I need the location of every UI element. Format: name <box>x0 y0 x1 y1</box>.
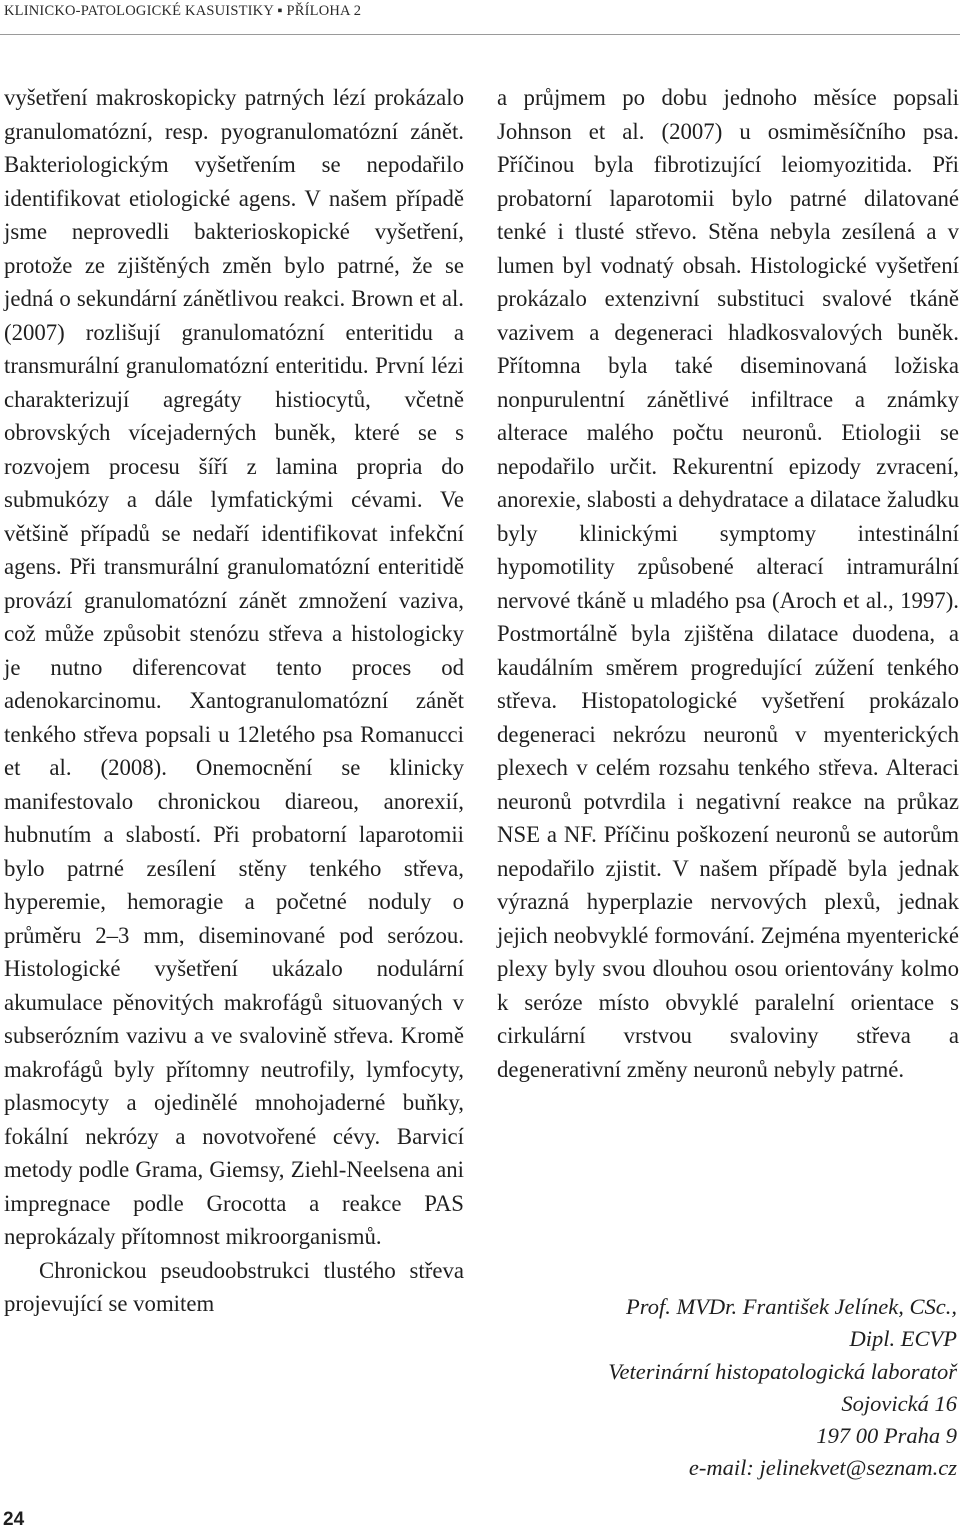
author-diploma: Dipl. ECVP <box>849 1326 957 1352</box>
author-signature-block <box>527 1291 957 1485</box>
running-header: KLINICKO-PATOLOGICKÉ KASUISTIKY ▪ PŘÍLOHA 2 <box>4 3 362 19</box>
author-name: Prof. MVDr. František Jelínek, CSc., <box>626 1294 957 1319</box>
left-paragraph-2: Chronickou pseudoobstrukci tlustého střeva projevující se vomitem <box>4 1257 464 1316</box>
left-column <box>4 81 464 1321</box>
left-paragraph-1: vyšetření makroskopicky patrných lézí prokázalo granulomatózní, resp. pyogranulomatózní zánět. Bakteriologickým vyšetřením se nepodařilo identifikovat etiologické agens. V našem případě jsme neprovedli bakterioskopické vyšetření, protože ze zjištěných změn bylo patrné, že se jedná o sekundární zánětlivou reakci. Brown et al. (2007) rozlišují granulomatózní enteritidu a transmurální granulomatózní enteritidu. První lézi charakterizují agregáty histiocytů, včetně obrovských vícejaderných buněk, které se s rozvojem procesu šíří z lamina propria do submukózy a dále lymfatickými cévami. Ve většině případů se nedaří identifikovat infekční agens. Při transmurální granulomatózní enteritidě provází granulomatózní zánět zmnožení vaziva, což může způsobit stenózu střeva a histologicky je nutno diferencovat tento proces od adenokarcinomu. Xantogranulomatózní zánět tenkého střeva popsali u 12letého psa Romanucci et al. (2008). Onemocnění se klinicky manifestovalo chronickou diareou, anorexií, hubnutím a slabostí. Při probatorní laparotomii bylo patrné zesílení stěny tenkého střeva, hyperemie, hemoragie a početné noduly o průměru 2–3 mm, diseminované pod serózou. Histologické vyšetření ukázalo nodulární akumulace pěnovitých makrofágů situovaných v subserózním vazivu a ve svalovině střeva. Kromě makrofágů byly přítomny neutrofily, lymfocyty, plasmocyty a ojedinělé mnohojaderné buňky, fokální nekrózy a novotvořené cévy. Barvicí metody podle Grama, Giemsy, Ziehl-Neelsena ani impregnace podle Grocotta a reakce PAS neprokázaly přítomnost mikroorganismů. <box>4 85 464 1249</box>
page-number: 24 <box>3 1509 25 1530</box>
header-divider <box>0 34 960 35</box>
author-street: Sojovická 16 <box>841 1390 957 1416</box>
author-email[interactable]: e-mail: jelinekvet@seznam.cz <box>688 1455 957 1481</box>
author-city: 197 00 Praha 9 <box>816 1423 957 1449</box>
right-column <box>497 81 959 1086</box>
right-paragraph-1: a průjmem po dobu jednoho měsíce popsali Johnson et al. (2007) u osmiměsíčního psa. Příčinou byla fibrotizující leiomyozitida. Při probatorní laparotomii bylo patrné dilatované tenké i tlusté střevo. Stěna nebyla zesílená a v lumen byl vodnatý obsah. Histologické vyšetření prokázalo extenzivní substituci svalové tkáně vazivem a degeneraci hladkosvalových buněk. Přítomna byla také diseminovaná ložiska nonpurulentní zánětlivé infiltrace a známky alterace malého počtu neuronů. Etiologii se nepodařilo určit. Rekurentní epizody zvracení, anorexie, slabosti a dehydratace a dilatace žaludku byly klinickými symptomy intestinální hypomotility způsobené alterací intramurální nervové tkáně u mladého psa (Aroch et al., 1997). Postmortálně byla zjištěna dilatace duodena, a kaudálním směrem progredující zúžení tenkého střeva. Histopatologické vyšetření prokázalo degeneraci nekrózu neuronů v myenterických plexech v celém rozsahu tenkého střeva. Alteraci neuronů potvrdila i negativní reakce na průkaz NSE a NF. Příčinu poškození neuronů se autorům nepodařilo zjistit. V našem případě byla jednak výrazná hyperplazie nervových plexů, jednak jejich neobvyklé formování. Zejména myenterické plexy byly svou dlouhou osou orientovány kolmo k seróze místo obvyklé paralelní orientace s cirkulární vrstvou svaloviny střeva a degenerativní změny neuronů nebyly patrné. <box>497 85 959 1082</box>
author-institution: Veterinární histopatologická laboratoř <box>608 1358 957 1384</box>
